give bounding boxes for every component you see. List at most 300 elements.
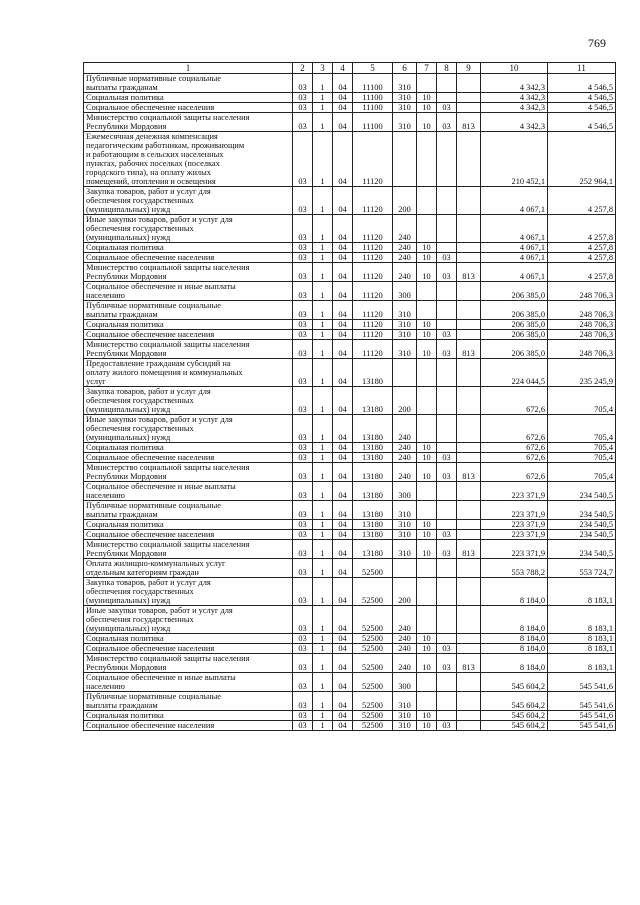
amount-col-10: 672,6 [481, 387, 548, 415]
amount-col-11: 8 183,1 [548, 606, 616, 634]
table-row [84, 654, 616, 673]
table-row [84, 673, 616, 692]
amount-col-11: 4 257,8 [548, 215, 616, 243]
code-col-7 [417, 673, 437, 692]
row-name: Публичные нормативные социальные выплаты гражданам [84, 692, 293, 711]
amount-col-10: 206 385,0 [481, 282, 548, 301]
table-row [84, 443, 616, 453]
code-col-6: 200 [393, 187, 417, 215]
code-col-9 [457, 721, 481, 731]
header-col-11: 11 [548, 63, 616, 74]
code-col-5: 11120 [353, 320, 393, 330]
amount-col-10: 545 604,2 [481, 711, 548, 721]
code-col-6: 310 [393, 330, 417, 340]
amount-col-11: 4 546,5 [548, 93, 616, 103]
row-name: Социальное обеспечение населения [84, 721, 293, 731]
amount-col-11: 4 257,8 [548, 263, 616, 282]
code-col-6: 200 [393, 387, 417, 415]
code-col-6 [393, 132, 417, 187]
code-col-2: 03 [293, 634, 313, 644]
table-row [84, 263, 616, 282]
code-col-8: 03 [437, 721, 457, 731]
code-col-9 [457, 482, 481, 501]
amount-col-11: 4 546,5 [548, 74, 616, 93]
amount-col-11: 8 183,1 [548, 634, 616, 644]
code-col-7 [417, 415, 437, 443]
code-col-7 [417, 187, 437, 215]
row-name: Ежемесячная денежная компенсация педагогическим работникам, проживающим и работающим в сельских населенных пунктах, рабочих поселках (поселках городского типа), на оплату жилых помещений, отопления и освещения [84, 132, 293, 187]
header-col-8: 8 [437, 63, 457, 74]
code-col-4: 04 [333, 606, 353, 634]
amount-col-11: 705,4 [548, 415, 616, 443]
code-col-2: 03 [293, 711, 313, 721]
code-col-7: 10 [417, 320, 437, 330]
code-col-5: 11120 [353, 215, 393, 243]
code-col-8 [437, 520, 457, 530]
amount-col-11: 252 964,1 [548, 132, 616, 187]
code-col-5: 52500 [353, 721, 393, 731]
code-col-6 [393, 559, 417, 578]
amount-col-10: 4 342,3 [481, 74, 548, 93]
row-name: Публичные нормативные социальные выплаты гражданам [84, 74, 293, 93]
code-col-8 [437, 634, 457, 644]
code-col-2: 03 [293, 243, 313, 253]
amount-col-10: 8 184,0 [481, 578, 548, 606]
amount-col-10: 206 385,0 [481, 301, 548, 320]
table-row [84, 113, 616, 132]
row-name: Закупка товаров, работ и услуг для обеспечения государственных (муниципальных) нужд [84, 187, 293, 215]
code-col-2: 03 [293, 692, 313, 711]
code-col-4: 04 [333, 215, 353, 243]
row-name: Социальное обеспечение и иные выплаты населению [84, 282, 293, 301]
code-col-9 [457, 282, 481, 301]
code-col-5: 52500 [353, 606, 393, 634]
table-row [84, 282, 616, 301]
row-name: Министерство социальной защиты населения Республики Мордовия [84, 654, 293, 673]
code-col-5: 13180 [353, 359, 393, 387]
header-col-3: 3 [313, 63, 333, 74]
amount-col-10: 224 044,5 [481, 359, 548, 387]
code-col-8 [437, 301, 457, 320]
code-col-8 [437, 606, 457, 634]
row-name: Социальная политика [84, 711, 293, 721]
code-col-9 [457, 93, 481, 103]
code-col-3: 1 [313, 320, 333, 330]
code-col-3: 1 [313, 359, 333, 387]
code-col-7: 10 [417, 634, 437, 644]
code-col-9 [457, 692, 481, 711]
row-name: Публичные нормативные социальные выплаты гражданам [84, 501, 293, 520]
table-row [84, 634, 616, 644]
code-col-5: 11100 [353, 113, 393, 132]
code-col-7: 10 [417, 644, 437, 654]
code-col-5: 11120 [353, 253, 393, 263]
code-col-7 [417, 215, 437, 243]
code-col-7 [417, 692, 437, 711]
code-col-6: 240 [393, 243, 417, 253]
code-col-8: 03 [437, 330, 457, 340]
code-col-5: 11120 [353, 187, 393, 215]
code-col-9 [457, 387, 481, 415]
code-col-7: 10 [417, 330, 437, 340]
row-name: Социальное обеспечение населения [84, 253, 293, 263]
code-col-8: 03 [437, 453, 457, 463]
code-col-6: 300 [393, 673, 417, 692]
code-col-3: 1 [313, 301, 333, 320]
code-col-4: 04 [333, 340, 353, 359]
amount-col-11: 4 257,8 [548, 243, 616, 253]
code-col-3: 1 [313, 187, 333, 215]
amount-col-10: 553 788,2 [481, 559, 548, 578]
code-col-4: 04 [333, 415, 353, 443]
code-col-2: 03 [293, 113, 313, 132]
code-col-5: 13180 [353, 453, 393, 463]
amount-col-10: 8 184,0 [481, 654, 548, 673]
code-col-5: 52500 [353, 634, 393, 644]
code-col-4: 04 [333, 253, 353, 263]
code-col-6: 310 [393, 340, 417, 359]
code-col-2: 03 [293, 654, 313, 673]
code-col-2: 03 [293, 530, 313, 540]
amount-col-10: 206 385,0 [481, 340, 548, 359]
amount-col-11: 553 724,7 [548, 559, 616, 578]
code-col-2: 03 [293, 721, 313, 731]
code-col-9 [457, 520, 481, 530]
amount-col-11: 545 541,6 [548, 673, 616, 692]
code-col-5: 11100 [353, 103, 393, 113]
code-col-8 [437, 359, 457, 387]
amount-col-10: 545 604,2 [481, 721, 548, 731]
amount-col-10: 223 371,9 [481, 540, 548, 559]
code-col-9: 813 [457, 263, 481, 282]
header-col-9: 9 [457, 63, 481, 74]
code-col-5: 13180 [353, 482, 393, 501]
table-row [84, 692, 616, 711]
code-col-7: 10 [417, 711, 437, 721]
code-col-9: 813 [457, 463, 481, 482]
code-col-7: 10 [417, 263, 437, 282]
code-col-7: 10 [417, 253, 437, 263]
code-col-5: 13180 [353, 387, 393, 415]
code-col-5: 13180 [353, 530, 393, 540]
code-col-7 [417, 301, 437, 320]
code-col-8: 03 [437, 463, 457, 482]
amount-col-10: 206 385,0 [481, 330, 548, 340]
code-col-4: 04 [333, 74, 353, 93]
code-col-3: 1 [313, 606, 333, 634]
table-row [84, 301, 616, 320]
budget-table [83, 62, 616, 731]
header-col-4: 4 [333, 63, 353, 74]
amount-col-10: 672,6 [481, 443, 548, 453]
page-number: 769 [588, 36, 606, 50]
amount-col-11: 545 541,6 [548, 692, 616, 711]
code-col-5: 52500 [353, 578, 393, 606]
code-col-5: 52500 [353, 654, 393, 673]
code-col-6 [393, 359, 417, 387]
code-col-6: 310 [393, 530, 417, 540]
row-name: Социальное обеспечение населения [84, 644, 293, 654]
row-name: Министерство социальной защиты населения Республики Мордовия [84, 113, 293, 132]
code-col-2: 03 [293, 187, 313, 215]
row-name: Социальная политика [84, 520, 293, 530]
amount-col-11: 248 706,3 [548, 330, 616, 340]
table-row [84, 330, 616, 340]
code-col-7 [417, 74, 437, 93]
code-col-5: 13180 [353, 540, 393, 559]
code-col-4: 04 [333, 501, 353, 520]
code-col-9: 813 [457, 340, 481, 359]
code-col-4: 04 [333, 520, 353, 530]
code-col-2: 03 [293, 132, 313, 187]
code-col-2: 03 [293, 301, 313, 320]
code-col-7 [417, 578, 437, 606]
code-col-8 [437, 415, 457, 443]
code-col-5: 52500 [353, 692, 393, 711]
code-col-6: 240 [393, 634, 417, 644]
code-col-5: 13180 [353, 443, 393, 453]
code-col-6: 310 [393, 721, 417, 731]
code-col-5: 52500 [353, 559, 393, 578]
code-col-6: 240 [393, 453, 417, 463]
table-row [84, 463, 616, 482]
table-row [84, 453, 616, 463]
code-col-2: 03 [293, 644, 313, 654]
header-col-5: 5 [353, 63, 393, 74]
code-col-9 [457, 673, 481, 692]
code-col-6: 310 [393, 711, 417, 721]
code-col-6: 310 [393, 93, 417, 103]
code-col-9 [457, 330, 481, 340]
code-col-8 [437, 443, 457, 453]
amount-col-10: 8 184,0 [481, 606, 548, 634]
code-col-4: 04 [333, 711, 353, 721]
code-col-6: 240 [393, 606, 417, 634]
code-col-3: 1 [313, 453, 333, 463]
table-row [84, 320, 616, 330]
code-col-5: 13180 [353, 520, 393, 530]
amount-col-11: 248 706,3 [548, 320, 616, 330]
code-col-9 [457, 443, 481, 453]
code-col-3: 1 [313, 387, 333, 415]
code-col-6: 310 [393, 74, 417, 93]
table-row [84, 93, 616, 103]
code-col-7: 10 [417, 540, 437, 559]
code-col-3: 1 [313, 113, 333, 132]
code-col-5: 52500 [353, 673, 393, 692]
amount-col-10: 210 452,1 [481, 132, 548, 187]
row-name: Закупка товаров, работ и услуг для обеспечения государственных (муниципальных) нужд [84, 578, 293, 606]
code-col-8 [437, 711, 457, 721]
code-col-2: 03 [293, 520, 313, 530]
code-col-4: 04 [333, 330, 353, 340]
row-name: Иные закупки товаров, работ и услуг для обеспечения государственных (муниципальных) нужд [84, 215, 293, 243]
code-col-9 [457, 530, 481, 540]
code-col-9 [457, 359, 481, 387]
code-col-7: 10 [417, 530, 437, 540]
table-row [84, 501, 616, 520]
amount-col-11: 705,4 [548, 463, 616, 482]
code-col-9 [457, 578, 481, 606]
table-row [84, 520, 616, 530]
code-col-4: 04 [333, 463, 353, 482]
code-col-7 [417, 282, 437, 301]
amount-col-11: 234 540,5 [548, 530, 616, 540]
code-col-9 [457, 711, 481, 721]
amount-col-10: 4 342,3 [481, 103, 548, 113]
code-col-6: 310 [393, 113, 417, 132]
code-col-3: 1 [313, 559, 333, 578]
code-col-3: 1 [313, 340, 333, 359]
amount-col-10: 223 371,9 [481, 501, 548, 520]
code-col-7 [417, 501, 437, 520]
code-col-2: 03 [293, 453, 313, 463]
row-name: Социальное обеспечение населения [84, 530, 293, 540]
code-col-4: 04 [333, 320, 353, 330]
code-col-8 [437, 74, 457, 93]
code-col-4: 04 [333, 387, 353, 415]
code-col-6: 240 [393, 253, 417, 263]
amount-col-11: 234 540,5 [548, 540, 616, 559]
amount-col-10: 4 067,1 [481, 215, 548, 243]
table-row [84, 578, 616, 606]
code-col-7: 10 [417, 453, 437, 463]
code-col-8 [437, 673, 457, 692]
code-col-2: 03 [293, 606, 313, 634]
row-name: Социальное обеспечение населения [84, 103, 293, 113]
code-col-3: 1 [313, 482, 333, 501]
code-col-8 [437, 320, 457, 330]
amount-col-11: 235 245,9 [548, 359, 616, 387]
code-col-4: 04 [333, 359, 353, 387]
code-col-9 [457, 132, 481, 187]
code-col-2: 03 [293, 501, 313, 520]
code-col-2: 03 [293, 559, 313, 578]
code-col-8: 03 [437, 253, 457, 263]
code-col-3: 1 [313, 501, 333, 520]
code-col-3: 1 [313, 520, 333, 530]
code-col-8 [437, 187, 457, 215]
code-col-7 [417, 359, 437, 387]
table-row [84, 644, 616, 654]
code-col-3: 1 [313, 443, 333, 453]
amount-col-11: 8 183,1 [548, 654, 616, 673]
row-name: Социальная политика [84, 634, 293, 644]
amount-col-10: 223 371,9 [481, 482, 548, 501]
amount-col-10: 8 184,0 [481, 634, 548, 644]
code-col-2: 03 [293, 330, 313, 340]
code-col-8: 03 [437, 113, 457, 132]
code-col-4: 04 [333, 282, 353, 301]
code-col-2: 03 [293, 540, 313, 559]
code-col-8 [437, 93, 457, 103]
amount-col-11: 705,4 [548, 387, 616, 415]
code-col-2: 03 [293, 74, 313, 93]
header-col-6: 6 [393, 63, 417, 74]
code-col-8 [437, 243, 457, 253]
row-name: Министерство социальной защиты населения Республики Мордовия [84, 463, 293, 482]
code-col-4: 04 [333, 243, 353, 253]
row-name: Социальная политика [84, 320, 293, 330]
amount-col-10: 223 371,9 [481, 530, 548, 540]
code-col-4: 04 [333, 93, 353, 103]
row-name: Министерство социальной защиты населения Республики Мордовия [84, 340, 293, 359]
code-col-2: 03 [293, 253, 313, 263]
table-row [84, 540, 616, 559]
code-col-2: 03 [293, 463, 313, 482]
row-name: Предоставление гражданам субсидий на оплату жилого помещения и коммунальных услуг [84, 359, 293, 387]
amount-col-11: 234 540,5 [548, 501, 616, 520]
row-name: Иные закупки товаров, работ и услуг для обеспечения государственных (муниципальных) нужд [84, 415, 293, 443]
code-col-2: 03 [293, 387, 313, 415]
code-col-5: 52500 [353, 711, 393, 721]
code-col-5: 11120 [353, 263, 393, 282]
code-col-9 [457, 453, 481, 463]
amount-col-10: 672,6 [481, 415, 548, 443]
table-row [84, 711, 616, 721]
code-col-9 [457, 501, 481, 520]
code-col-8: 03 [437, 340, 457, 359]
code-col-3: 1 [313, 530, 333, 540]
code-col-8: 03 [437, 530, 457, 540]
header-col-10: 10 [481, 63, 548, 74]
row-name: Закупка товаров, работ и услуг для обеспечения государственных (муниципальных) нужд [84, 387, 293, 415]
code-col-9 [457, 644, 481, 654]
code-col-5: 11120 [353, 282, 393, 301]
row-name: Социальная политика [84, 93, 293, 103]
code-col-9 [457, 187, 481, 215]
code-col-4: 04 [333, 721, 353, 731]
row-name: Социальное обеспечение населения [84, 330, 293, 340]
code-col-4: 04 [333, 540, 353, 559]
code-col-4: 04 [333, 578, 353, 606]
code-col-9 [457, 320, 481, 330]
table-row [84, 415, 616, 443]
code-col-4: 04 [333, 654, 353, 673]
table-row [84, 187, 616, 215]
code-col-5: 13180 [353, 501, 393, 520]
code-col-6: 200 [393, 578, 417, 606]
header-col-7: 7 [417, 63, 437, 74]
code-col-7 [417, 482, 437, 501]
code-col-9: 813 [457, 540, 481, 559]
code-col-5: 13180 [353, 463, 393, 482]
code-col-6: 240 [393, 443, 417, 453]
row-name: Социальное обеспечение и иные выплаты населению [84, 673, 293, 692]
code-col-5: 11120 [353, 330, 393, 340]
code-col-8 [437, 578, 457, 606]
code-col-7 [417, 132, 437, 187]
row-name: Министерство социальной защиты населения Республики Мордовия [84, 540, 293, 559]
table-header-row [84, 63, 616, 74]
code-col-3: 1 [313, 540, 333, 559]
table-row [84, 103, 616, 113]
code-col-8: 03 [437, 540, 457, 559]
table-row [84, 482, 616, 501]
code-col-4: 04 [333, 301, 353, 320]
code-col-7 [417, 606, 437, 634]
code-col-6: 310 [393, 520, 417, 530]
row-name: Министерство социальной защиты населения Республики Мордовия [84, 263, 293, 282]
code-col-3: 1 [313, 93, 333, 103]
code-col-3: 1 [313, 644, 333, 654]
code-col-5: 11100 [353, 93, 393, 103]
code-col-9 [457, 74, 481, 93]
code-col-9 [457, 559, 481, 578]
code-col-8: 03 [437, 103, 457, 113]
code-col-9 [457, 215, 481, 243]
table-row [84, 721, 616, 731]
